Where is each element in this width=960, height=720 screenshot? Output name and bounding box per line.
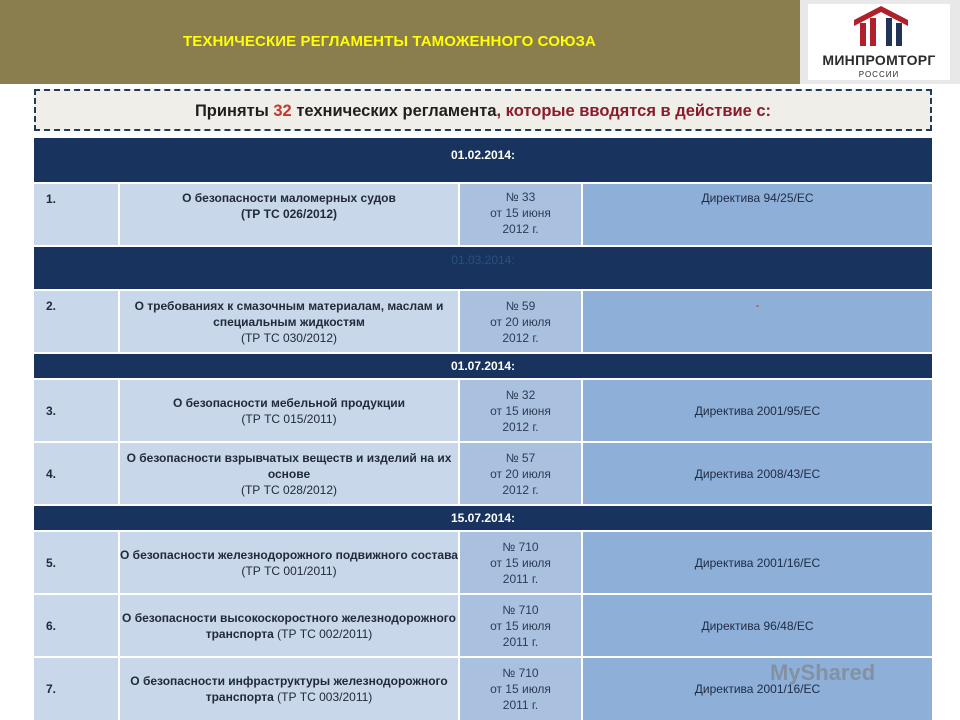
regulation-name: О безопасности взрывчатых веществ и изделий на их основе [126,450,452,481]
decision-year: 2011 г. [502,634,539,649]
regulation-name: О требованиях к смазочным материалам, маслам и специальным жидкостям [134,298,444,329]
row-number: 3. [34,380,118,441]
regulation-name: О безопасности маломерных судов [182,191,396,205]
eu-directive: Директива 2001/16/ЕС [583,532,932,593]
decision-date: от 20 июля [490,466,551,481]
regulation-title [120,184,458,245]
eu-directive: Директива 2001/16/ЕС [583,658,932,720]
regulation-code: (ТР ТС 015/2011) [241,411,337,426]
regulation-title [120,443,458,504]
date-label: 01.07.2014: [450,359,516,373]
decision-year: 2011 г. [502,698,539,712]
regulation-name: О безопасности железнодорожного подвижного состава [120,547,458,562]
regulation-name: О безопасности инфраструктуры железнодорожного транспорта [130,674,448,704]
minpromtorg-emblem-icon [854,6,908,46]
decision-year: 2012 г. [502,222,539,236]
decision-number: № 710 [502,666,539,680]
eu-directive: Директива 2008/43/ЕС [583,443,932,504]
banner-suffix: , которые вводятся в действие с: [496,102,772,120]
eu-directive: - [583,291,932,352]
regulation-title [120,532,458,593]
row-number: 2. [34,291,118,352]
regulations-table [34,138,932,720]
decision-ref [460,380,581,441]
regulation-code: (ТР ТС 028/2012) [240,482,338,497]
decision-ref [460,595,581,656]
eu-directive: Директива 96/48/ЕС [583,595,932,656]
regulation-name: О безопасности высокоскоростного железнодорожного транспорта [122,610,456,641]
regulation-code: (ТР ТС 003/2011) [277,690,373,704]
decision-ref [460,443,581,504]
decision-year: 2012 г. [502,482,539,497]
regulation-title [120,291,458,352]
banner-prefix: Приняты [194,102,274,120]
regulation-code: (ТР ТС 030/2012) [240,330,338,345]
decision-date: от 15 июня [490,403,551,418]
decision-date: от 15 июня [490,206,551,220]
decision-number: № 33 [505,190,536,204]
date-band [34,506,932,530]
logo [800,0,960,84]
intro-banner [34,89,932,131]
decision-ref [460,184,581,245]
decision-number: № 57 [505,450,536,465]
banner-text [36,102,930,121]
decision-number: № 32 [505,387,536,402]
banner-middle: технических регламента [291,102,497,120]
row-number: 6. [34,595,118,656]
regulation-title [120,658,458,720]
decision-date: от 15 июля [490,618,551,633]
decision-ref [460,658,581,720]
date-label: 01.02.2014: [450,148,516,162]
decision-ref [460,291,581,352]
row-number: 5. [34,532,118,593]
decision-year: 2012 г. [502,330,539,345]
decision-date: от 15 июля [490,555,551,570]
decision-number: № 710 [502,539,539,554]
watermark: MyShared [770,660,876,685]
decision-number: № 710 [502,602,539,617]
regulation-code: (ТР ТС 001/2011) [241,563,337,578]
logo-panel [808,4,950,80]
date-band [34,354,932,378]
row-number: 4. [34,443,118,504]
decision-year: 2012 г. [502,419,539,434]
row-number: 7. [34,658,118,720]
date-band [34,247,932,289]
decision-number: № 59 [505,298,536,313]
regulation-title [120,595,458,656]
decision-ref [460,532,581,593]
eu-directive: Директива 2001/95/ЕС [583,380,932,441]
eu-directive: Директива 94/25/ЕС [583,184,932,245]
regulation-title [120,380,458,441]
decision-year: 2011 г. [502,571,539,586]
regulation-code: (ТР ТС 002/2011) [277,626,373,641]
logo-name: МИНПРОМТОРГ [822,52,936,68]
date-label: 01.03.2014: [451,253,515,267]
regulation-name: О безопасности мебельной продукции [172,395,406,410]
decision-date: от 15 июля [490,682,551,696]
date-band [34,138,932,182]
page-title: ТЕХНИЧЕСКИЕ РЕГЛАМЕНТЫ ТАМОЖЕННОГО СОЮЗА [183,33,596,50]
decision-date: от 20 июля [490,314,551,329]
banner-number: 32 [273,102,292,120]
regulation-code: (ТР ТС 026/2012) [240,207,338,221]
logo-subtitle: РОССИИ [858,70,900,79]
date-label: 15.07.2014: [450,511,516,525]
row-number: 1. [34,184,118,245]
